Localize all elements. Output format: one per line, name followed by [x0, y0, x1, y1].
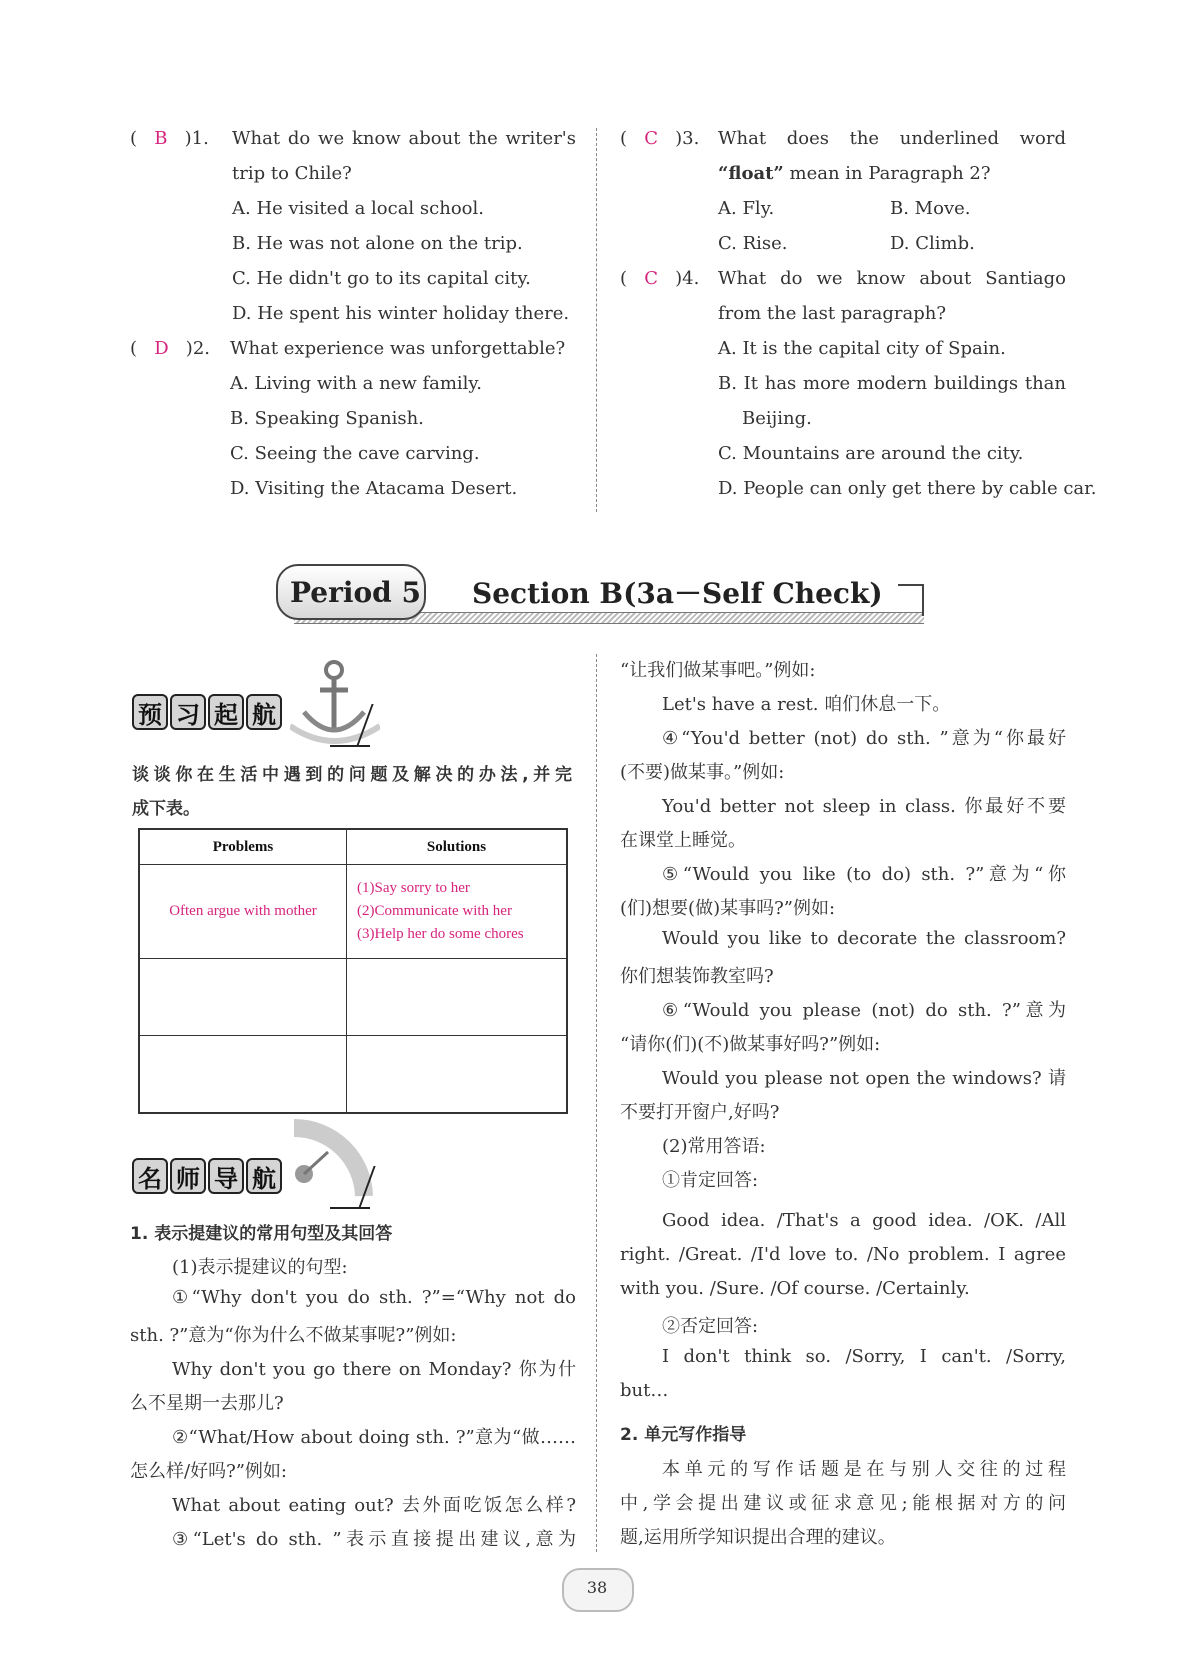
period-label: Period 5: [290, 576, 421, 609]
q1-number: )1.: [184, 128, 209, 149]
q4-stem-1: What do we know about Santiago: [718, 268, 1066, 289]
guide-left-line: ②“What/How about doing sth. ?”意为“做……: [172, 1427, 576, 1448]
guide-heading-char-4: 航: [246, 1158, 282, 1194]
problems-table: [138, 828, 568, 1114]
solutions-header: Solutions: [347, 829, 568, 865]
preview-heading-char-1: 预: [132, 694, 168, 730]
guide-right-line: 不要打开窗户,好吗?: [620, 1102, 780, 1123]
guide-right-line: with you. /Sure. /Of course. /Certainly.: [620, 1278, 970, 1299]
guide-topic-1: 1. 表示提建议的常用句型及其回答: [130, 1224, 393, 1244]
guide-left-line: 么不星期一去那儿?: [130, 1393, 284, 1414]
q2-option-d: D. Visiting the Atacama Desert.: [230, 478, 518, 499]
anchor-icon: [290, 656, 380, 746]
preview-heading-char-4: 航: [246, 694, 282, 730]
guide-right-line: Would you please not open the windows? 请: [662, 1068, 1066, 1089]
q3-number: )3.: [675, 128, 700, 149]
q2-option-b: B. Speaking Spanish.: [230, 408, 424, 429]
q3-option-c: C. Rise.: [718, 233, 788, 254]
guide-heading-char-3: 导: [208, 1158, 244, 1194]
guide-right-line: but…: [620, 1380, 669, 1401]
solution-2: (2)Communicate with her: [357, 903, 512, 919]
preview-heading: [132, 694, 284, 730]
guide-right-line: You'd better not sleep in class. 你最好不要: [662, 796, 1066, 817]
q2-option-c: C. Seeing the cave carving.: [230, 443, 480, 464]
section-title: Section B(3a－Self Check): [472, 577, 883, 610]
guide-left-line: ③“Let's do sth. ”表示直接提出建议,意为: [172, 1529, 576, 1550]
q4-number: )4.: [675, 268, 700, 289]
guide-heading-char-1: 名: [132, 1158, 168, 1194]
empty-solution-cell: [347, 959, 568, 1036]
q2-number: )2.: [185, 338, 210, 359]
q3-option-d: D. Climb.: [890, 233, 975, 254]
guide-right-line: 题,运用所学知识提出合理的建议。: [620, 1527, 896, 1548]
guide-left-line: 怎么样/好吗?”例如:: [130, 1461, 287, 1482]
q2-bracket: ( D )2.: [130, 338, 210, 359]
q4-option-a: A. It is the capital city of Spain.: [718, 338, 1006, 359]
q2-stem: What experience was unforgettable?: [230, 338, 566, 359]
q3-stem-1: What does the underlined word: [718, 128, 1066, 149]
empty-solution-cell: [347, 1036, 568, 1113]
guide-right-line: Let's have a rest. 咱们休息一下。: [662, 694, 951, 715]
page-number: 38: [586, 1578, 608, 1597]
q4-stem-2: from the last paragraph?: [718, 303, 946, 324]
guide-right-line: “让我们做某事吧。”例如:: [620, 660, 816, 681]
q3-answer: C: [644, 128, 658, 149]
q1-option-a: A. He visited a local school.: [232, 198, 484, 219]
solution-1: (1)Say sorry to her: [357, 880, 470, 896]
guide-left-line: Why don't you go there on Monday? 你为什: [172, 1359, 576, 1380]
period-banner: [276, 560, 920, 624]
guide-right-line: right. /Great. /I'd love to. /No problem. I agree: [620, 1244, 1066, 1265]
q4-option-b-2: Beijing.: [742, 408, 812, 429]
q1-stem-1: What do we know about the writer's: [232, 128, 576, 149]
q1-option-d: D. He spent his winter holiday there.: [232, 303, 570, 324]
guide-right-line: Good idea. /That's a good idea. /OK. /All: [662, 1210, 1066, 1231]
guide-heading-underline: [330, 1207, 370, 1209]
preview-heading-underline: [330, 745, 370, 747]
column-divider-top: [596, 128, 597, 512]
guide-right-line: I don't think so. /Sorry, I can't. /Sorry,: [662, 1346, 1066, 1367]
guide-left-line: (1)表示提建议的句型:: [172, 1257, 348, 1278]
q3-option-b: B. Move.: [890, 198, 971, 219]
solution-3: (3)Help her do some chores: [357, 926, 524, 942]
guide-topic-2: 2. 单元写作指导: [620, 1425, 747, 1445]
preview-intro-line-1: 谈谈你在生活中遇到的问题及解决的办法,并完: [132, 765, 572, 785]
q2-answer: D: [154, 338, 169, 359]
q1-answer: B: [154, 128, 168, 149]
q1-bracket: ( B )1.: [130, 128, 209, 149]
guide-left-line: sth. ?”意为“你为什么不做某事呢?”例如:: [130, 1325, 457, 1346]
q4-bracket: ( C )4.: [620, 268, 700, 289]
guide-right-line: 在课堂上睡觉。: [620, 830, 746, 851]
empty-problem-cell: [139, 1036, 347, 1113]
problem-cell: Often argue with mother: [139, 865, 347, 959]
banner-tail: [898, 584, 924, 616]
q3-bracket: ( C )3.: [620, 128, 700, 149]
q3-underlined-word: “float”: [718, 163, 784, 184]
guide-right-line: ⑥“Would you please (not) do sth. ?”意为: [662, 1000, 1066, 1021]
q4-option-c: C. Mountains are around the city.: [718, 443, 1024, 464]
problems-header: Problems: [139, 829, 347, 865]
empty-problem-cell: [139, 959, 347, 1036]
q3-stem-2: “float” mean in Paragraph 2?: [718, 163, 991, 184]
column-divider-bottom: [596, 654, 597, 1552]
guide-right-line: ①肯定回答:: [662, 1170, 759, 1191]
guide-right-line: (们)想要(做)某事吗?”例如:: [620, 898, 836, 919]
preview-heading-char-3: 起: [208, 694, 244, 730]
guide-right-line: ④“You'd better (not) do sth. ”意为“你最好: [662, 728, 1066, 749]
guide-heading-char-2: 师: [170, 1158, 206, 1194]
q4-option-d: D. People can only get there by cable car.: [718, 478, 1097, 499]
guide-right-line: ②否定回答:: [662, 1316, 759, 1337]
guide-left-line: ①“Why don't you do sth. ?”=“Why not do: [172, 1287, 576, 1308]
q1-option-c: C. He didn't go to its capital city.: [232, 268, 531, 289]
q4-option-b-1: B. It has more modern buildings than: [718, 373, 1066, 394]
guide-right-line: “请你(们)(不)做某事好吗?”例如:: [620, 1034, 881, 1055]
page-number-badge: [562, 1568, 632, 1612]
guide-right-line: 中,学会提出建议或征求意见;能根据对方的问: [620, 1493, 1066, 1514]
guide-right-line: Would you like to decorate the classroom?: [662, 928, 1066, 949]
q3-option-a: A. Fly.: [718, 198, 775, 219]
period-pill: [276, 564, 426, 620]
q2-option-a: A. Living with a new family.: [230, 373, 482, 394]
preview-intro-line-2: 成下表。: [132, 799, 200, 819]
solutions-cell: [347, 865, 568, 959]
guide-right-line: 本单元的写作话题是在与别人交往的过程: [662, 1459, 1066, 1480]
guide-heading: [132, 1158, 284, 1194]
q1-option-b: B. He was not alone on the trip.: [232, 233, 523, 254]
q1-stem-2: trip to Chile?: [232, 163, 352, 184]
guide-right-line: 你们想装饰教室吗?: [620, 966, 774, 987]
guide-left-line: What about eating out? 去外面吃饭怎么样?: [172, 1495, 576, 1516]
guide-right-line: ⑤“Would you like (to do) sth. ?”意为“你: [662, 864, 1066, 885]
preview-heading-char-2: 习: [170, 694, 206, 730]
guide-right-line: (不要)做某事。”例如:: [620, 762, 785, 783]
guide-right-line: (2)常用答语:: [662, 1136, 766, 1157]
q4-answer: C: [644, 268, 658, 289]
